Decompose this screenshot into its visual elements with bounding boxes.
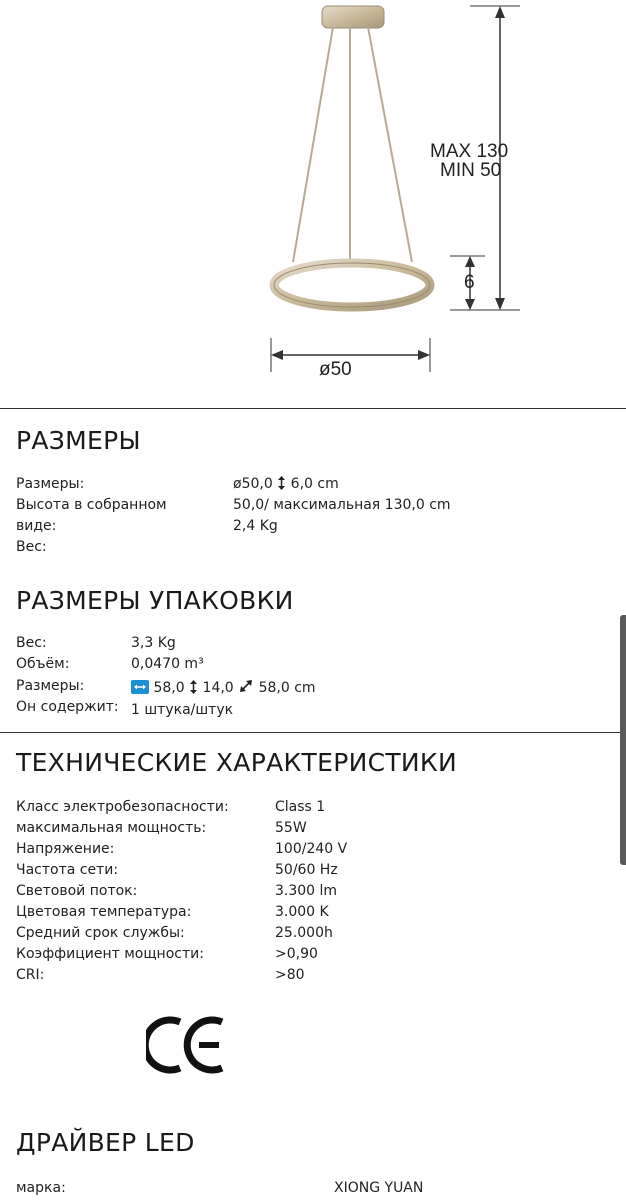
packaging-table bbox=[16, 633, 616, 723]
package-contents-label: Он содержит: bbox=[16, 699, 119, 715]
height-arrow-icon bbox=[277, 476, 286, 490]
lifetime-label: Средний срок службы: bbox=[16, 925, 185, 941]
frequency-value: 50/60 Hz bbox=[275, 862, 338, 878]
cri-value: >80 bbox=[275, 967, 305, 983]
technical-table bbox=[16, 797, 616, 987]
max-height-label: MAX 130 bbox=[430, 141, 509, 162]
scrollbar[interactable] bbox=[620, 615, 626, 865]
packaging-title: РАЗМЕРЫ УПАКОВКИ bbox=[16, 586, 294, 615]
brand-label: марка: bbox=[16, 1180, 66, 1196]
weight-value: 2,4 Kg bbox=[233, 518, 278, 534]
diameter-label: ø50 bbox=[319, 359, 352, 380]
power-factor-value: >0,90 bbox=[275, 946, 318, 962]
brand-value: XIONG YUAN bbox=[334, 1180, 424, 1196]
dimensions-label: Размеры: bbox=[16, 476, 85, 492]
package-weight-label: Вес: bbox=[16, 635, 47, 651]
pendant-lamp-drawing bbox=[0, 0, 626, 408]
dimensions-value bbox=[233, 474, 339, 495]
diameter-value: ø50,0 bbox=[233, 476, 273, 492]
package-weight-value: 3,3 Kg bbox=[131, 635, 176, 651]
package-volume-value: 0,0470 m³ bbox=[131, 656, 204, 672]
package-width-value: 58,0 bbox=[153, 680, 185, 696]
frequency-label: Частота сети: bbox=[16, 862, 119, 878]
safety-class-label: Класс электробезопасности: bbox=[16, 799, 229, 815]
dimensions-table bbox=[16, 474, 616, 558]
assembled-height-label: Высота в собранном bbox=[16, 497, 167, 513]
width-arrow-icon bbox=[131, 680, 149, 694]
safety-class-value: Class 1 bbox=[275, 799, 326, 815]
luminous-flux-value: 3.300 lm bbox=[275, 883, 338, 899]
max-power-value: 55W bbox=[275, 820, 307, 836]
height-value: 6,0 cm bbox=[290, 476, 339, 492]
package-dimensions-label: Размеры: bbox=[16, 678, 85, 694]
color-temperature-value: 3.000 K bbox=[275, 904, 329, 920]
section-divider bbox=[0, 408, 626, 409]
color-temperature-label: Цветовая температура: bbox=[16, 904, 192, 920]
section-divider bbox=[0, 732, 626, 733]
voltage-label: Напряжение: bbox=[16, 841, 115, 857]
min-height-label: MIN 50 bbox=[440, 160, 502, 181]
lifetime-value: 25.000h bbox=[275, 925, 333, 941]
power-factor-label: Коэффициент мощности: bbox=[16, 946, 204, 962]
voltage-value: 100/240 V bbox=[275, 841, 348, 857]
height-arrow-icon bbox=[189, 680, 198, 694]
driver-title: ДРАЙВЕР LED bbox=[16, 1128, 195, 1157]
max-power-label: максимальная мощность: bbox=[16, 820, 207, 836]
assembled-height-value: 50,0/ максимальная 130,0 cm bbox=[233, 497, 451, 513]
ce-mark-icon bbox=[146, 1014, 226, 1076]
luminous-flux-label: Световой поток: bbox=[16, 883, 138, 899]
weight-label: Вес: bbox=[16, 539, 47, 555]
product-diagram bbox=[0, 0, 626, 408]
package-volume-label: Объём: bbox=[16, 656, 70, 672]
package-contents-value: 1 штука/штук bbox=[131, 702, 234, 718]
cri-label: CRI: bbox=[16, 967, 45, 983]
depth-arrow-icon bbox=[238, 678, 254, 694]
package-depth-value: 58,0 cm bbox=[258, 680, 316, 696]
package-dimensions-value bbox=[131, 678, 316, 699]
ring-height-label: 6 bbox=[464, 272, 475, 293]
package-height-value: 14,0 bbox=[202, 680, 234, 696]
assembled-height-label-cont: виде: bbox=[16, 518, 57, 534]
technical-title: ТЕХНИЧЕСКИЕ ХАРАКТЕРИСТИКИ bbox=[16, 748, 457, 777]
driver-table bbox=[16, 1178, 616, 1199]
dimensions-title: РАЗМЕРЫ bbox=[16, 426, 141, 455]
